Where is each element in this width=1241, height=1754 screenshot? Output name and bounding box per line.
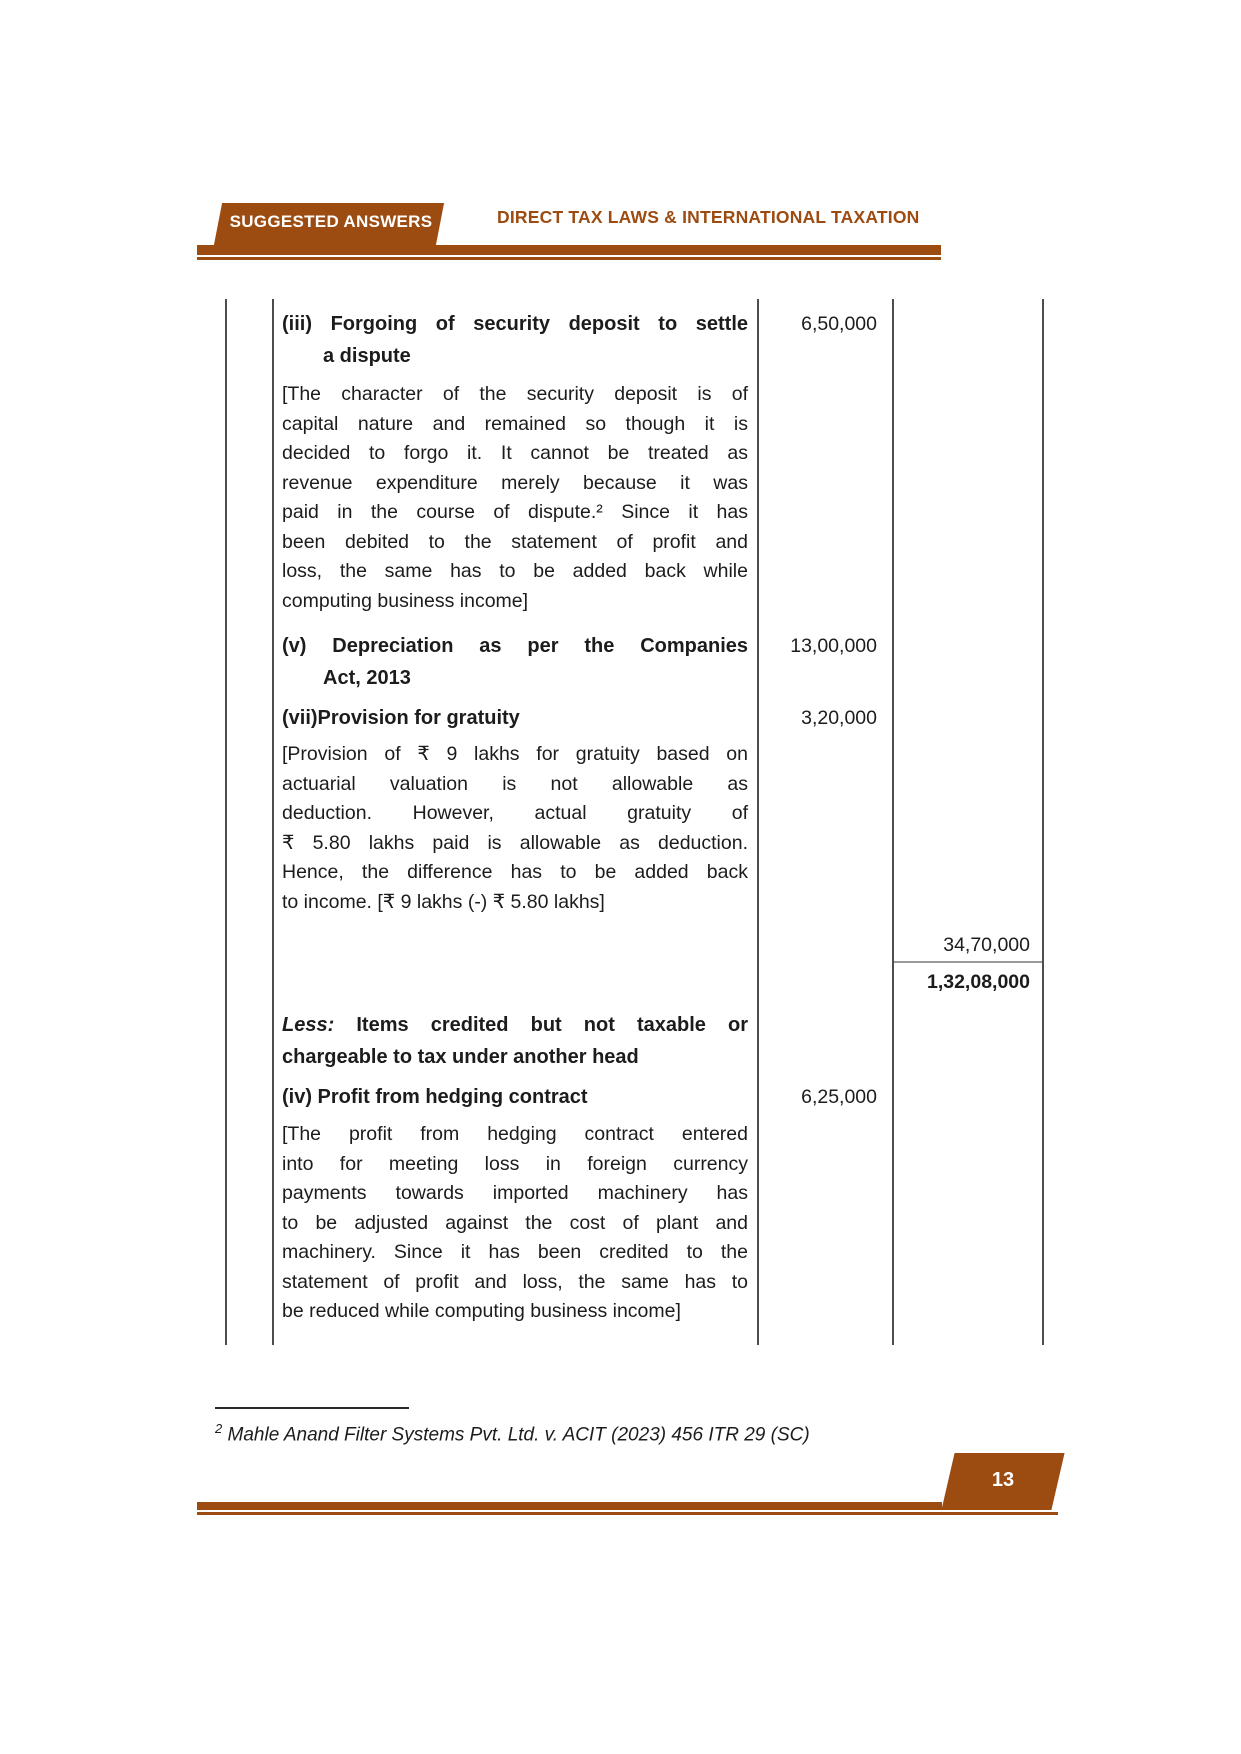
text-line: paid in the course of dispute.² Since it has	[282, 501, 748, 523]
footnote-rule	[215, 1407, 409, 1409]
text-line: to be adjusted against the cost of plant and	[282, 1211, 748, 1234]
footnote-marker: 2	[215, 1421, 223, 1436]
table-column-divider-1	[272, 299, 274, 1345]
header-title: DIRECT TAX LAWS & INTERNATIONAL TAXATION	[497, 207, 920, 227]
item-iv-heading	[282, 1081, 748, 1113]
heading-line: chargeable to tax under another head	[282, 1046, 639, 1068]
item-v-amount: 13,00,000	[790, 635, 877, 657]
item-v-heading	[282, 630, 748, 694]
text-line: computing business income]	[282, 589, 529, 612]
heading-line: (iv) Profit from hedging contract	[282, 1086, 588, 1108]
text-line: been debited to the statement of profit and	[282, 530, 748, 553]
suggested-answers-label: SUGGESTED ANSWERS	[229, 212, 433, 231]
item-iii-amount: 6,50,000	[801, 313, 877, 335]
item-iii-heading	[282, 308, 748, 372]
text-line: machinery. Since it has been credited to the	[282, 1241, 748, 1263]
text-line: decided to forgo it. It cannot be treated as	[282, 442, 748, 464]
table-border-left	[225, 299, 227, 1345]
heading-line: (v) Depreciation as per the Companies	[282, 635, 748, 657]
text-line: [Provision of ₹ 9 lakhs for gratuity based on	[282, 743, 748, 765]
less-label: Less:	[282, 1014, 335, 1036]
heading-line: a dispute	[323, 345, 411, 367]
less-text: Items credited but not taxable or	[356, 1014, 748, 1036]
text-line: actuarial valuation is not allowable as	[282, 772, 748, 795]
text-line: to income. [₹ 9 lakhs (-) ₹ 5.80 lakhs]	[282, 890, 605, 913]
table-column-divider-2	[757, 299, 759, 1345]
table-border-right	[1042, 299, 1044, 1345]
header-rule-thin	[197, 257, 941, 260]
text-line: statement of profit and loss, the same has to	[282, 1270, 748, 1293]
text-line: [The profit from hedging contract entered	[282, 1123, 748, 1145]
heading-line: (iii) Forgoing of security deposit to settle	[282, 313, 748, 335]
footnote	[215, 1421, 810, 1446]
total-amount: 1,32,08,000	[926, 971, 1030, 993]
text-line: ₹ 5.80 lakhs paid is allowable as deduction.	[282, 831, 748, 854]
heading-line: (vii)Provision for gratuity	[282, 707, 520, 729]
text-line: capital nature and remained so though it is	[282, 412, 748, 435]
item-vii-note	[282, 740, 748, 917]
item-iv-amount: 6,25,000	[801, 1086, 877, 1108]
subtotal-amount: 34,70,000	[943, 934, 1030, 956]
table-column-divider-3	[892, 299, 894, 1345]
text-line: Hence, the difference has to be added back	[282, 861, 748, 883]
less-heading	[282, 1009, 748, 1073]
text-line: deduction. However, actual gratuity of	[282, 802, 748, 824]
text-line: [The character of the security deposit is of	[282, 383, 748, 405]
footer-rule-thick	[197, 1502, 942, 1510]
header-rule-thick	[197, 245, 941, 255]
item-iii-note	[282, 380, 748, 616]
item-vii-amount: 3,20,000	[801, 707, 877, 729]
page-number: 13	[991, 1469, 1015, 1491]
text-line: loss, the same has to be added back while	[282, 560, 748, 582]
text-line: payments towards imported machinery has	[282, 1182, 748, 1204]
footer-rule-thin	[197, 1512, 1058, 1515]
text-line: revenue expenditure merely because it was	[282, 471, 748, 494]
heading-line	[282, 1009, 748, 1041]
heading-line: Act, 2013	[323, 667, 411, 689]
footnote-text: Mahle Anand Filter Systems Pvt. Ltd. v. ACIT (2023) 456 ITR 29 (SC)	[227, 1424, 810, 1446]
text-line: be reduced while computing business income]	[282, 1300, 681, 1322]
item-iv-note	[282, 1120, 748, 1327]
item-vii-heading	[282, 702, 748, 734]
text-line: into for meeting loss in foreign currency	[282, 1152, 748, 1175]
subtotal-rule	[894, 961, 1042, 963]
